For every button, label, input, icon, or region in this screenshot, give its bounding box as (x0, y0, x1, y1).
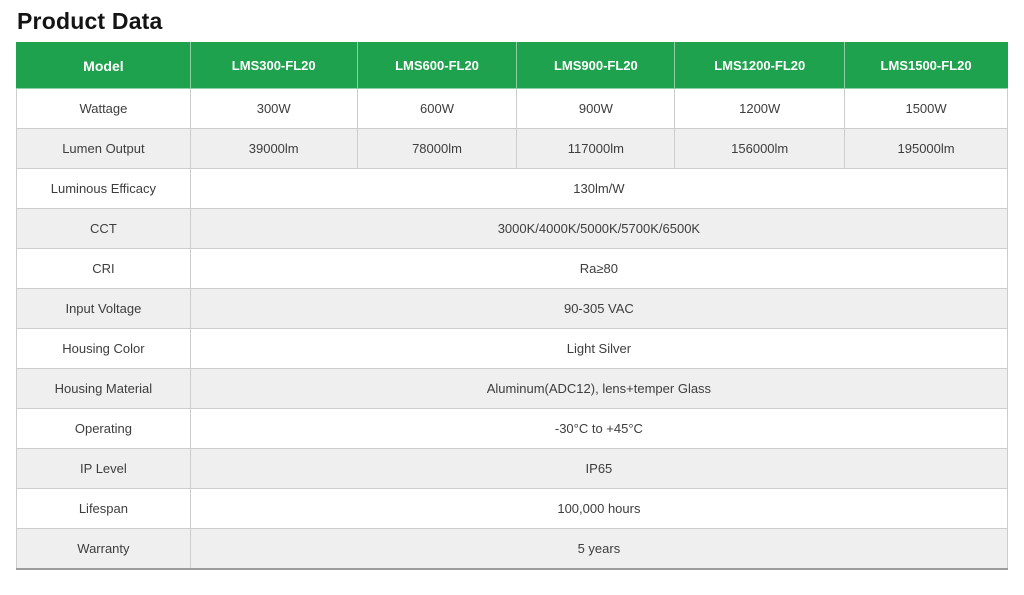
row-label: CRI (17, 249, 191, 289)
table-row (17, 409, 1008, 449)
table-row (17, 129, 1008, 169)
row-value: 300W (190, 89, 357, 129)
row-value: 156000lm (675, 129, 845, 169)
row-value: 1200W (675, 89, 845, 129)
row-value: 600W (357, 89, 517, 129)
table-row (17, 289, 1008, 329)
row-value: 117000lm (517, 129, 675, 169)
row-label: Lumen Output (17, 129, 191, 169)
row-label: Lifespan (17, 489, 191, 529)
row-value-merged: Aluminum(ADC12), lens+temper Glass (190, 369, 1007, 409)
header-cell-lms1200-fl20: LMS1200-FL20 (675, 43, 845, 89)
row-value-merged: 3000K/4000K/5000K/5700K/6500K (190, 209, 1007, 249)
page-title: Product Data (17, 8, 163, 34)
table-row (17, 329, 1008, 369)
row-label: Wattage (17, 89, 191, 129)
header-cell-lms900-fl20: LMS900-FL20 (517, 43, 675, 89)
table-row (17, 489, 1008, 529)
row-value-merged: Ra≥80 (190, 249, 1007, 289)
row-label: Warranty (17, 529, 191, 569)
header-cell-lms600-fl20: LMS600-FL20 (357, 43, 517, 89)
table-row (17, 249, 1008, 289)
table-row (17, 449, 1008, 489)
row-value: 78000lm (357, 129, 517, 169)
row-value: 195000lm (845, 129, 1008, 169)
row-label: Luminous Efficacy (17, 169, 191, 209)
row-label: Operating (17, 409, 191, 449)
row-label: CCT (17, 209, 191, 249)
table-header-row (17, 43, 1008, 89)
row-value-merged: -30°C to +45°C (190, 409, 1007, 449)
row-value-merged: 130lm/W (190, 169, 1007, 209)
table-row (17, 529, 1008, 569)
table-body (17, 89, 1008, 569)
row-label: Input Voltage (17, 289, 191, 329)
table-row (17, 369, 1008, 409)
row-label: Housing Color (17, 329, 191, 369)
row-value-merged: IP65 (190, 449, 1007, 489)
table-head (17, 43, 1008, 89)
row-value: 900W (517, 89, 675, 129)
row-value: 1500W (845, 89, 1008, 129)
row-value: 39000lm (190, 129, 357, 169)
row-label: Housing Material (17, 369, 191, 409)
row-value-merged: 90-305 VAC (190, 289, 1007, 329)
table-row (17, 89, 1008, 129)
row-value-merged: Light Silver (190, 329, 1007, 369)
header-cell-lms1500-fl20: LMS1500-FL20 (845, 43, 1008, 89)
row-label: IP Level (17, 449, 191, 489)
table-row (17, 209, 1008, 249)
product-data-table (16, 42, 1008, 570)
row-value-merged: 100,000 hours (190, 489, 1007, 529)
header-cell-model: Model (17, 43, 191, 89)
table-row (17, 169, 1008, 209)
header-cell-lms300-fl20: LMS300-FL20 (190, 43, 357, 89)
row-value-merged: 5 years (190, 529, 1007, 569)
